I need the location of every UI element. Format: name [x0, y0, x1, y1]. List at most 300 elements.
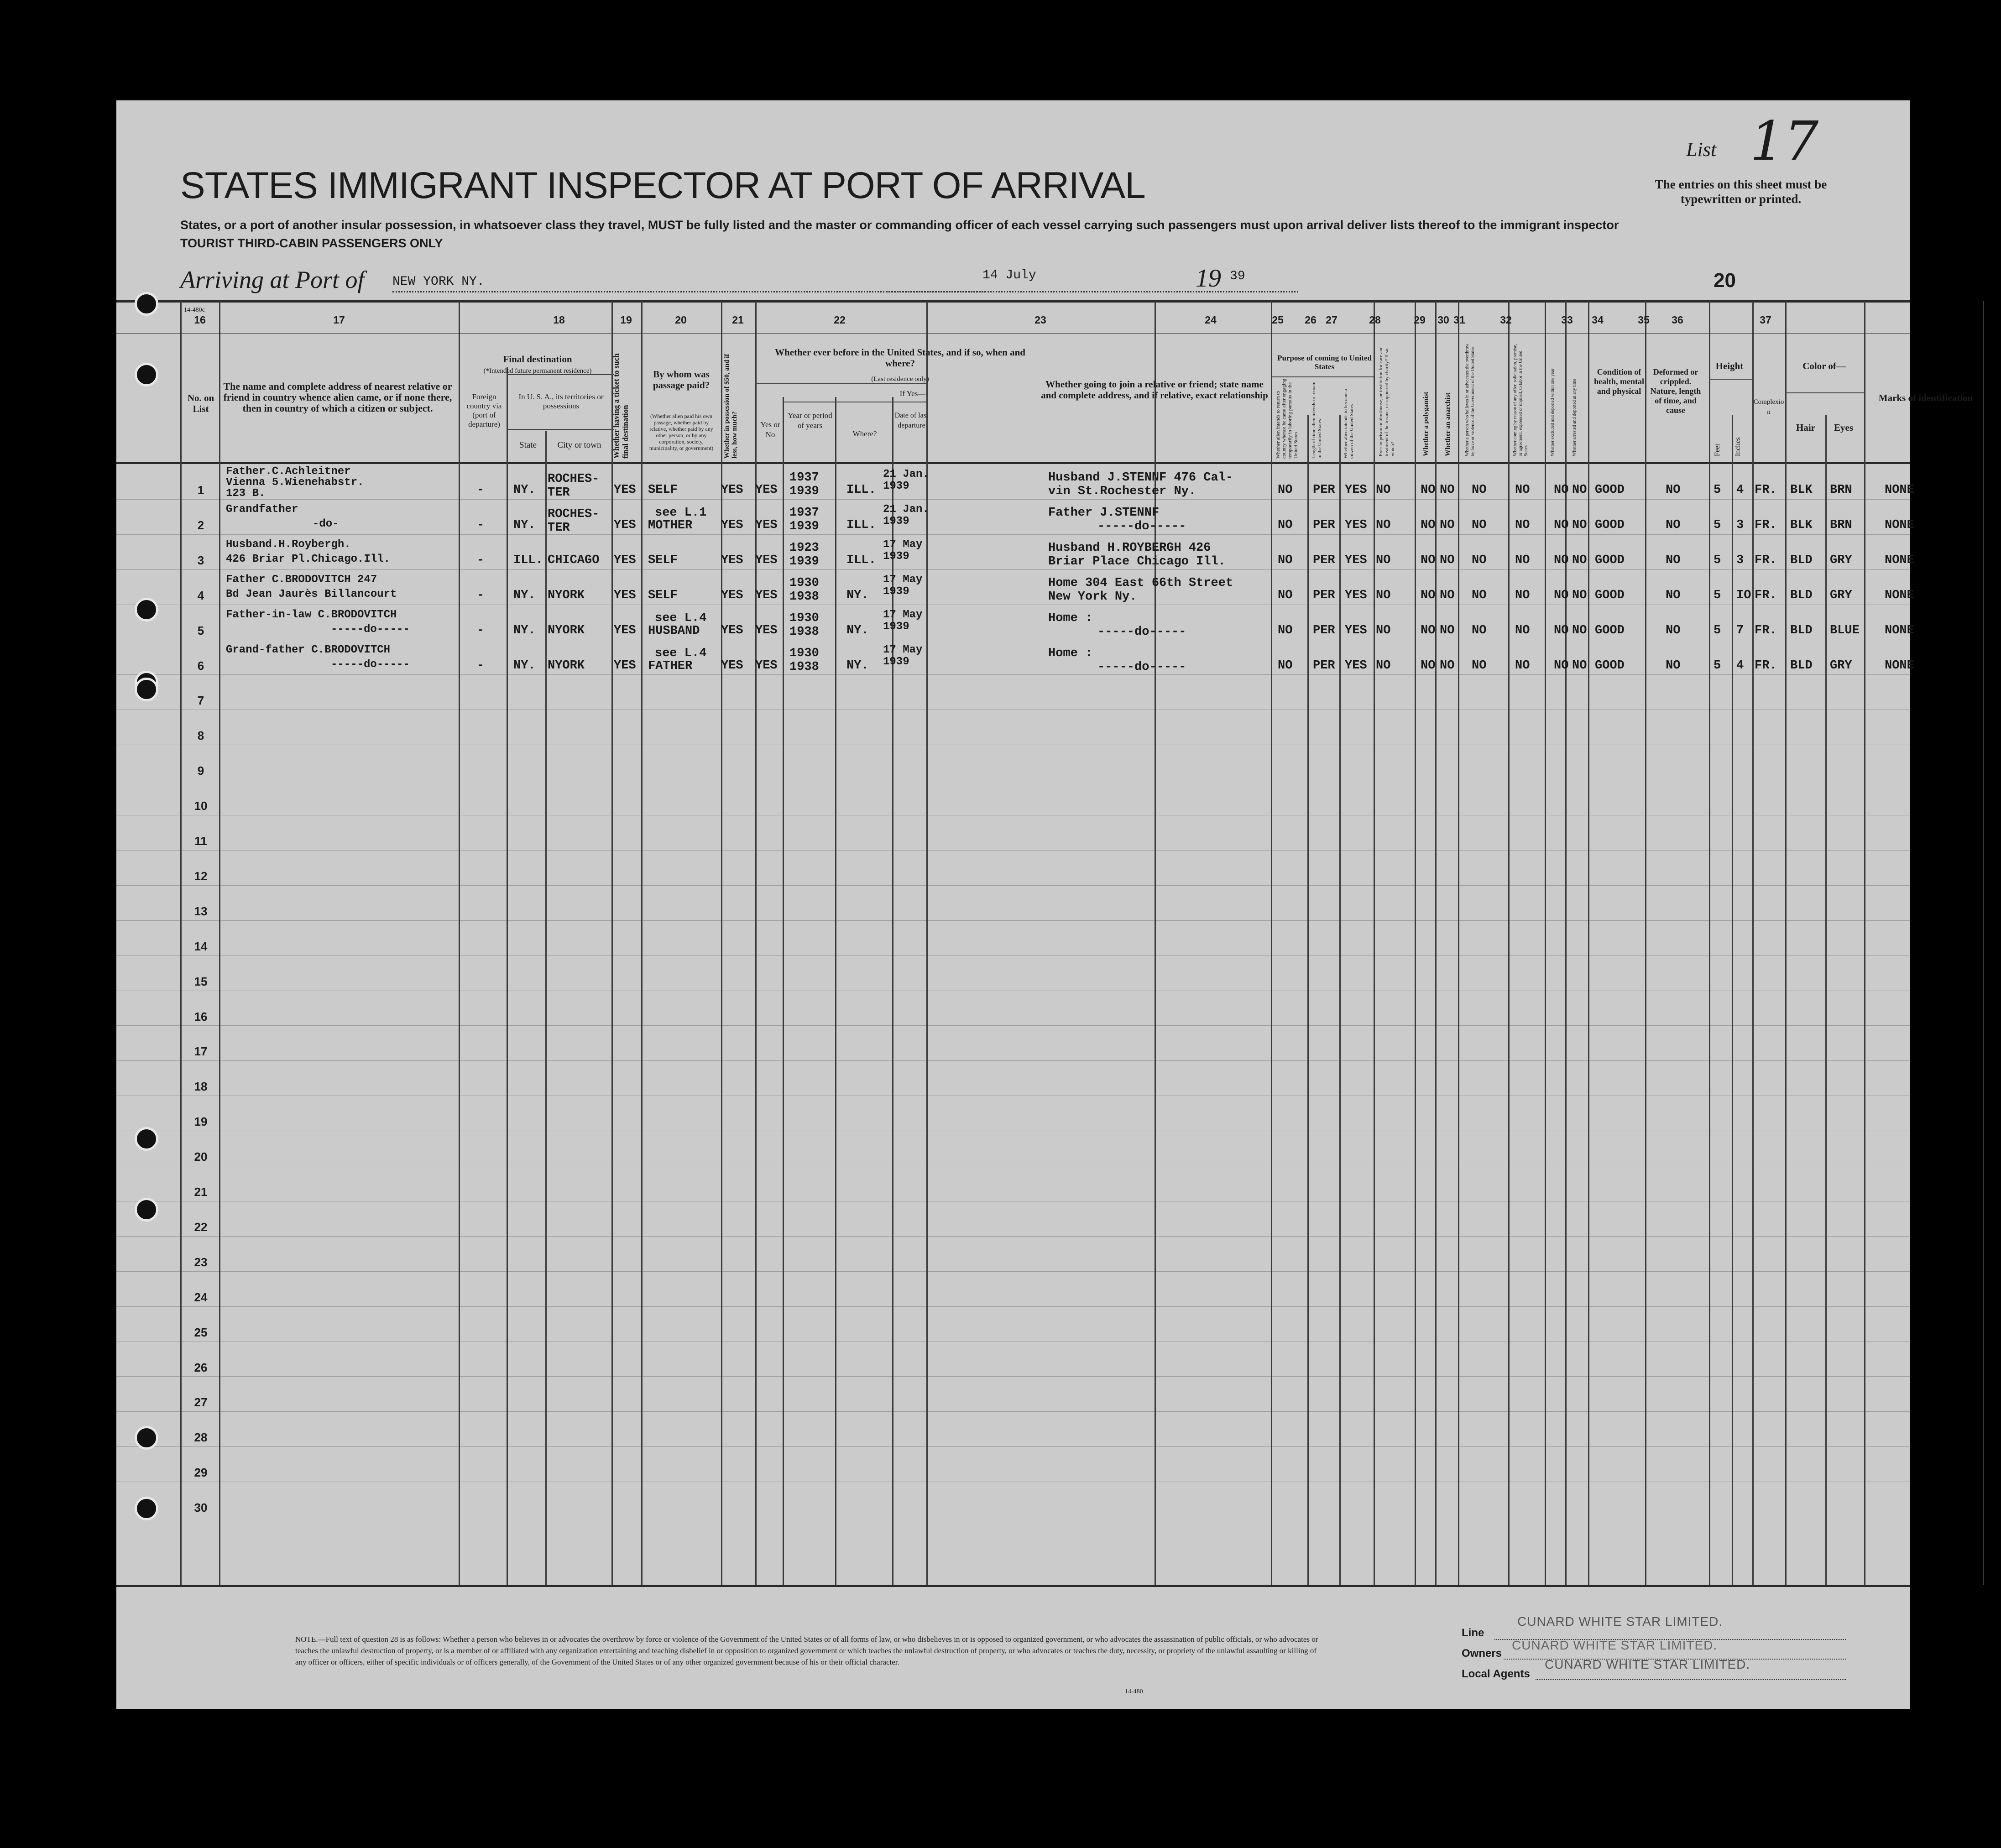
years-in-us: 1939 — [789, 485, 819, 498]
height-feet: 5 — [1714, 483, 1721, 497]
fifty-dollars: YES — [721, 589, 743, 602]
column-number: 33 — [1561, 314, 1573, 326]
anarchist-answer: NO — [1440, 624, 1455, 637]
passage-paid-by: FATHER — [648, 659, 693, 673]
relative-address: Grand-father C.BRODOVITCH — [226, 644, 391, 656]
relative-address: -do- — [313, 518, 339, 530]
purpose-citizen: YES — [1345, 518, 1367, 532]
ticket-flag: YES — [614, 589, 636, 602]
purpose-citizen: YES — [1345, 624, 1367, 637]
row-number: 8 — [197, 729, 204, 742]
column-number: 30 — [1437, 314, 1449, 326]
binder-hole — [135, 598, 158, 621]
join-relative-address: -----do----- — [1097, 520, 1186, 533]
row-number: 5 — [197, 624, 204, 637]
row-number: 1 — [197, 483, 204, 497]
years-in-us: 1939 — [789, 520, 819, 533]
anarchist-answer: NO — [1440, 518, 1455, 532]
column-number: 22 — [834, 314, 846, 326]
join-relative-address: Father J.STENNF — [1048, 506, 1160, 520]
column-number: 27 — [1326, 314, 1337, 326]
excluded-answer: NO — [1554, 483, 1569, 497]
subtitle: States, or a port of another insular possession, in whatsoever class they travel, MUST be fully listed and the master or commanding officer of each vessel carrying such passengers must upon arrival deliver lists thereof to the immigrant inspector — [180, 218, 1619, 232]
height-feet: 5 — [1714, 589, 1721, 602]
header-ever-before-sub: (Last residence only) — [871, 376, 929, 383]
purpose-length: PER — [1313, 518, 1335, 532]
destination-city: ROCHES- — [548, 507, 600, 521]
header-polygamist: Whether a polygamist — [1422, 392, 1430, 456]
header-purpose-citizen: Whether alien intends to become a citizen of the United States — [1343, 389, 1354, 459]
header-prison: Ever in prison or almshouse, or institution for care and treatment of the insane, or supported by charity? If so, which? — [1378, 346, 1395, 456]
column-divider — [1825, 415, 1827, 1585]
polygamist-answer: NO — [1421, 659, 1436, 673]
header-final-destination: Final destination — [503, 354, 572, 365]
identification-marks: NONE — [1885, 589, 1914, 602]
column-divider — [641, 301, 643, 1585]
header-subrule — [1709, 379, 1752, 380]
column-number: 21 — [732, 314, 744, 326]
identification-marks: NONE — [1885, 483, 1914, 497]
header-passage-paid: By whom was passage paid? — [653, 369, 710, 391]
prison-answer: NO — [1376, 553, 1391, 567]
header-passage-paid-sub: (Whether alien paid his own passage, whether paid by relative, whether paid by any other person, or by any corporation, society, municipality, or government) — [649, 413, 714, 451]
header-complexion: Complexion — [1753, 398, 1784, 416]
fifty-dollars: YES — [721, 518, 743, 532]
column-number: 34 — [1592, 314, 1604, 326]
height-inches: IO — [1736, 589, 1751, 602]
passage-paid-by: SELF — [648, 589, 678, 602]
passage-paid-by: SELF — [648, 553, 678, 567]
binder-hole — [135, 1426, 158, 1450]
excluded-answer: NO — [1554, 553, 1569, 567]
col-number-rule — [116, 333, 1910, 334]
join-relative-address: Home : — [1048, 611, 1093, 625]
row-number: 30 — [194, 1501, 208, 1514]
purpose-length: PER — [1313, 659, 1335, 673]
purpose-return: NO — [1278, 659, 1293, 673]
purpose-return: NO — [1278, 624, 1293, 637]
column-divider — [1752, 301, 1754, 1585]
arriving-label: Arriving at Port of — [180, 266, 365, 293]
last-residence: ILL. — [846, 553, 876, 567]
ticket-flag: YES — [614, 659, 636, 673]
row-number: 7 — [197, 694, 204, 707]
header-bottom-rule — [116, 462, 1910, 464]
header-subrule — [507, 374, 614, 375]
purpose-length: PER — [1313, 553, 1335, 567]
eye-color: BRN — [1830, 483, 1852, 497]
binder-hole — [135, 1198, 158, 1222]
overthrow-answer: NO — [1472, 659, 1487, 673]
header-labor-offer: Whether coming by reason of any offer, solicitation, promise, or agreement, expressed or implied, to labor in the United States — [1513, 344, 1529, 456]
year-suffix: 39 — [1230, 269, 1245, 283]
complexion: FR. — [1755, 483, 1777, 497]
join-relative-address: Husband H.ROYBERGH 426 — [1048, 541, 1211, 555]
labor-offer-answer: NO — [1515, 553, 1530, 567]
health-condition: GOOD — [1595, 589, 1625, 602]
eye-color: BRN — [1830, 518, 1852, 532]
arrested-answer: NO — [1572, 589, 1587, 602]
header-hair: Hair — [1796, 422, 1815, 433]
row-number: 19 — [194, 1115, 208, 1128]
ever-before: YES — [755, 553, 778, 567]
relative-address: 426 Briar Pl.Chicago.Ill. — [226, 553, 391, 565]
passage-paid-by: MOTHER — [648, 519, 693, 532]
header-overthrow: Whether a person who believes in or advocates the overthrow by force or violence of the Government of the United States — [1465, 344, 1475, 456]
row-rule — [116, 850, 1910, 851]
relative-address: Father-in-law C.BRODOVITCH — [226, 609, 397, 621]
health-condition: GOOD — [1595, 518, 1625, 532]
prison-answer: NO — [1376, 518, 1391, 532]
header-arrested: Whether arrested and deported at any time — [1572, 379, 1577, 456]
join-relative-address: Home : — [1048, 647, 1093, 660]
header-subrule — [507, 429, 614, 430]
destination-state: NY. — [513, 483, 536, 497]
row-number: 24 — [194, 1290, 208, 1304]
ticket-flag: YES — [614, 553, 636, 567]
binder-hole — [135, 1127, 158, 1151]
column-number: 17 — [333, 314, 345, 326]
header-inches: Inches — [1734, 437, 1742, 456]
header-relative: The name and complete address of nearest relative or friend in country whence alien came, or if none there, then in country of which a citizen or subject. — [223, 381, 452, 414]
row-number: 16 — [194, 1010, 208, 1023]
page-number: 20 — [1714, 269, 1736, 292]
identification-marks: NONE — [1885, 553, 1914, 567]
arrested-answer: NO — [1572, 553, 1587, 567]
join-relative-address: Briar Place Chicago Ill. — [1048, 555, 1226, 569]
excluded-answer: NO — [1554, 624, 1569, 637]
last-residence: NY. — [846, 624, 869, 637]
header-feet: Feet — [1714, 444, 1721, 456]
health-condition: GOOD — [1595, 483, 1625, 497]
row-number: 23 — [194, 1255, 208, 1269]
last-departure-date: 17 May — [883, 538, 923, 551]
row-number: 14 — [194, 940, 208, 953]
eye-color: GRY — [1830, 659, 1852, 673]
binder-hole — [135, 292, 158, 316]
passenger-class: TOURIST THIRD-CABIN PASSENGERS ONLY — [180, 236, 443, 250]
list-number: 17 — [1750, 110, 1819, 172]
header-foreign-country: Foreign country via (port of departure) — [466, 392, 502, 428]
last-residence: ILL. — [846, 518, 876, 532]
last-departure-date: 1939 — [883, 621, 909, 633]
header-purpose-length: Length of time alien intends to remain in the United States — [1311, 381, 1322, 459]
row-rule — [116, 1376, 1910, 1377]
column-divider — [1508, 301, 1510, 1585]
agents-underline — [1536, 1679, 1846, 1680]
eye-color: GRY — [1830, 589, 1852, 602]
column-number: 23 — [1034, 314, 1046, 326]
ever-before: YES — [755, 659, 778, 673]
years-in-us: 1938 — [789, 625, 819, 639]
agents-label: Local Agents — [1462, 1668, 1530, 1680]
complexion: FR. — [1755, 589, 1777, 602]
last-departure-date: 21 Jan. — [883, 468, 929, 480]
years-in-us: 1930 — [789, 576, 819, 590]
row-rule — [116, 885, 1910, 886]
column-divider — [459, 301, 460, 1585]
years-in-us: 1937 — [789, 506, 819, 520]
column-number: 29 — [1414, 314, 1426, 326]
height-feet: 5 — [1714, 624, 1721, 637]
destination-city: TER — [548, 486, 570, 500]
prison-answer: NO — [1376, 483, 1391, 497]
prison-answer: NO — [1376, 624, 1391, 637]
ever-before: YES — [755, 589, 778, 602]
passage-paid-by: see L.4 — [655, 611, 707, 625]
anarchist-answer: NO — [1440, 553, 1455, 567]
row-number: 13 — [194, 904, 208, 918]
overthrow-answer: NO — [1472, 589, 1487, 602]
header-purpose-return: Whether alien intends to return to country whence he came after engaging temporarily in laboring pursuits in the United States — [1275, 379, 1299, 459]
row-number: 25 — [194, 1326, 208, 1339]
join-relative-address: Home 304 East 66th Street — [1048, 576, 1233, 590]
column-divider — [1588, 301, 1589, 1585]
column-divider — [1307, 415, 1309, 1585]
ticket-flag: YES — [614, 518, 636, 532]
column-divider — [1545, 301, 1546, 1585]
foreign-port: - — [477, 589, 485, 602]
identification-marks: NONE — [1885, 659, 1914, 673]
health-condition: GOOD — [1595, 553, 1625, 567]
year-prefix: 19 — [1196, 264, 1221, 292]
height-inches: 4 — [1736, 659, 1744, 673]
list-label: List — [1686, 138, 1717, 161]
hair-color: BLD — [1790, 553, 1813, 567]
relative-address: Husband.H.Roybergh. — [226, 538, 351, 551]
row-number: 18 — [194, 1080, 208, 1093]
polygamist-answer: NO — [1421, 553, 1436, 567]
footer-note: NOTE.—Full text of question 28 is as follows: Whether a person who believes in or advocates the overthrow by force or violence of the Government of the United States or of all forms of law, or who disbelieves in or is opposed to organized government, or who advocates the assassination of public officials, or who advocates or teaches the unlawful destruction of property, or is a member of or affiliated with any organization entertaining and teaching disbelief in or opposition to organized government or which teaches the unlawful destruction of property, or who advocates or teaches the duty, necessity, or propriety of the unlawful assaulting or killing of any officer or officers, either of specific individuals or of officers generally, of the Government of the United States or of any other organized government because of his or their official character. — [295, 1635, 1318, 1666]
fifty-dollars: YES — [721, 624, 743, 637]
destination-city: CHICAGO — [548, 553, 600, 567]
last-departure-date: 17 May — [883, 644, 923, 656]
column-number: 31 — [1453, 314, 1465, 326]
row-rule — [116, 1025, 1910, 1026]
column-divider — [926, 301, 928, 1585]
hair-color: BLD — [1790, 659, 1813, 673]
column-number: 25 — [1272, 314, 1284, 326]
row-number: 4 — [197, 589, 204, 602]
passage-paid-by: see L.4 — [655, 647, 707, 660]
arrested-answer: NO — [1572, 483, 1587, 497]
row-rule — [116, 1411, 1910, 1412]
labor-offer-answer: NO — [1515, 518, 1530, 532]
relative-address: -----do----- — [331, 658, 410, 671]
instructions: The entries on this sheet must be typewritten or printed. — [1655, 177, 1827, 206]
foreign-port: - — [477, 483, 485, 497]
last-residence: ILL. — [846, 483, 876, 497]
destination-city: NYORK — [548, 589, 585, 602]
last-residence: NY. — [846, 659, 869, 673]
manifest-sheet — [116, 100, 1973, 1709]
column-divider — [1785, 301, 1787, 1585]
column-divider — [1645, 301, 1646, 1585]
years-in-us: 1930 — [789, 647, 819, 660]
destination-city: NYORK — [548, 624, 585, 637]
header-purpose: Purpose of coming to United States — [1277, 354, 1372, 371]
destination-city: ROCHES- — [548, 472, 600, 486]
row-rule — [116, 920, 1910, 921]
relative-address: Vienna 5.Wienehabstr. — [226, 476, 364, 489]
foreign-port: - — [477, 624, 485, 637]
binder-hole — [135, 1497, 158, 1520]
header-city: City or town — [557, 440, 601, 450]
header-where: Where? — [852, 429, 877, 438]
polygamist-answer: NO — [1421, 483, 1436, 497]
header-final-destination-sub: (*Intended future permanent residence) — [483, 367, 592, 375]
fifty-dollars: YES — [721, 553, 743, 567]
column-number: 37 — [1760, 314, 1771, 326]
prison-answer: NO — [1376, 589, 1391, 602]
health-condition: GOOD — [1595, 659, 1625, 673]
port-value: NEW YORK NY. — [392, 275, 485, 289]
join-relative-address: Husband J.STENNF 476 Cal- — [1048, 471, 1233, 485]
header-no-on-list: No. on List — [187, 392, 214, 414]
ever-before: YES — [755, 518, 778, 532]
labor-offer-answer: NO — [1515, 589, 1530, 602]
ticket-flag: YES — [614, 483, 636, 497]
purpose-citizen: YES — [1345, 589, 1367, 602]
column-divider — [1271, 301, 1272, 1585]
prison-answer: NO — [1376, 659, 1391, 673]
health-condition: GOOD — [1595, 624, 1625, 637]
passage-paid-by: SELF — [648, 483, 678, 497]
row-number: 20 — [194, 1150, 208, 1164]
header-subrule — [755, 383, 926, 384]
deformed-answer: NO — [1666, 589, 1681, 602]
header-state: State — [519, 440, 537, 450]
polygamist-answer: NO — [1421, 518, 1436, 532]
header-anarchist: Whether an anarchist — [1444, 392, 1452, 456]
column-divider — [783, 397, 784, 1585]
complexion: FR. — [1755, 518, 1777, 532]
binder-hole — [135, 363, 158, 386]
column-divider — [1435, 301, 1437, 1585]
header-height: Height — [1715, 360, 1744, 371]
column-number: 19 — [620, 314, 632, 326]
row-rule — [116, 1306, 1910, 1307]
height-inches: 3 — [1736, 518, 1744, 532]
purpose-return: NO — [1278, 483, 1293, 497]
column-divider — [1864, 301, 1865, 1585]
row-rule — [116, 1236, 1910, 1237]
row-rule — [116, 674, 1910, 675]
row-number: 10 — [194, 799, 208, 813]
foreign-port: - — [477, 553, 485, 567]
hair-color: BLK — [1790, 483, 1813, 497]
years-in-us: 1939 — [789, 555, 819, 569]
overthrow-answer: NO — [1472, 483, 1487, 497]
join-relative-address: New York Ny. — [1048, 590, 1137, 604]
column-divider — [219, 301, 220, 1585]
row-rule — [116, 1446, 1910, 1447]
column-number: 28 — [1369, 314, 1381, 326]
date-underline — [883, 291, 1298, 292]
anarchist-answer: NO — [1440, 589, 1455, 602]
deformed-answer: NO — [1666, 518, 1681, 532]
destination-state: NY. — [513, 624, 536, 637]
last-departure-date: 17 May — [883, 574, 923, 586]
relative-address: 123 B. — [226, 487, 266, 500]
header-years: Year or period of years — [788, 411, 832, 430]
deformed-answer: NO — [1666, 553, 1681, 567]
header-in-usa: In U. S. A., its territories or possessions — [518, 392, 604, 410]
last-departure-date: 21 Jan. — [883, 503, 929, 516]
relative-address: Grandfather — [226, 503, 298, 516]
labor-offer-answer: NO — [1515, 659, 1530, 673]
excluded-answer: NO — [1554, 518, 1569, 532]
row-number: 11 — [194, 834, 207, 848]
row-number: 22 — [194, 1220, 208, 1234]
column-divider — [507, 367, 508, 1585]
column-divider — [180, 301, 182, 1585]
years-in-us: 1930 — [789, 611, 819, 625]
column-divider — [545, 431, 547, 1585]
anarchist-answer: NO — [1440, 483, 1455, 497]
complexion: FR. — [1755, 624, 1777, 637]
line-label: Line — [1462, 1627, 1484, 1639]
header-departure: Date of last departure — [894, 412, 929, 429]
purpose-length: PER — [1313, 483, 1335, 497]
foreign-port: - — [477, 659, 485, 673]
excluded-answer: NO — [1554, 589, 1569, 602]
destination-city: TER — [548, 521, 570, 535]
relative-address: Father.C.Achleitner — [226, 465, 351, 478]
purpose-length: PER — [1313, 589, 1335, 602]
join-relative-address: -----do----- — [1097, 625, 1186, 639]
column-number: 35 — [1638, 314, 1650, 326]
header-fifty-dollars: Whether in possession of $50, and if less, how much? — [723, 354, 738, 459]
deformed-answer: NO — [1666, 659, 1681, 673]
footer-form-code: 14-480 — [1125, 1688, 1143, 1695]
height-inches: 4 — [1736, 483, 1744, 497]
column-number: 24 — [1205, 314, 1217, 326]
binder-hole — [135, 678, 158, 701]
column-divider — [611, 301, 613, 1585]
header-eyes: Eyes — [1834, 422, 1853, 433]
purpose-citizen: YES — [1345, 659, 1367, 673]
labor-offer-answer: NO — [1515, 624, 1530, 637]
years-in-us: 1923 — [789, 541, 819, 555]
height-inches: 3 — [1736, 553, 1744, 567]
header-ever-before: Whether ever before in the United States, and if so, when and where? — [775, 347, 1025, 369]
row-number: 15 — [194, 975, 208, 988]
height-feet: 5 — [1714, 518, 1721, 532]
arrested-answer: NO — [1572, 624, 1587, 637]
row-number: 12 — [194, 869, 208, 883]
header-ticket: Whether having a ticket to such final destination — [612, 353, 630, 459]
excluded-answer: NO — [1554, 659, 1569, 673]
destination-state: NY. — [513, 589, 536, 602]
overthrow-answer: NO — [1472, 553, 1487, 567]
eye-color: BLUE — [1830, 624, 1860, 637]
row-number: 17 — [194, 1044, 208, 1058]
row-number: 26 — [194, 1361, 208, 1374]
column-divider — [835, 397, 836, 1585]
identification-marks: NONE — [1885, 624, 1914, 637]
destination-city: NYORK — [548, 659, 585, 673]
last-residence: NY. — [846, 589, 869, 602]
column-number: 16 — [194, 314, 206, 326]
ever-before: YES — [755, 624, 778, 637]
date-value: 14 July — [982, 268, 1036, 282]
column-divider — [1415, 301, 1416, 1585]
purpose-length: PER — [1313, 624, 1335, 637]
purpose-citizen: YES — [1345, 553, 1367, 567]
row-rule — [116, 1060, 1910, 1061]
column-number: 18 — [553, 314, 565, 326]
